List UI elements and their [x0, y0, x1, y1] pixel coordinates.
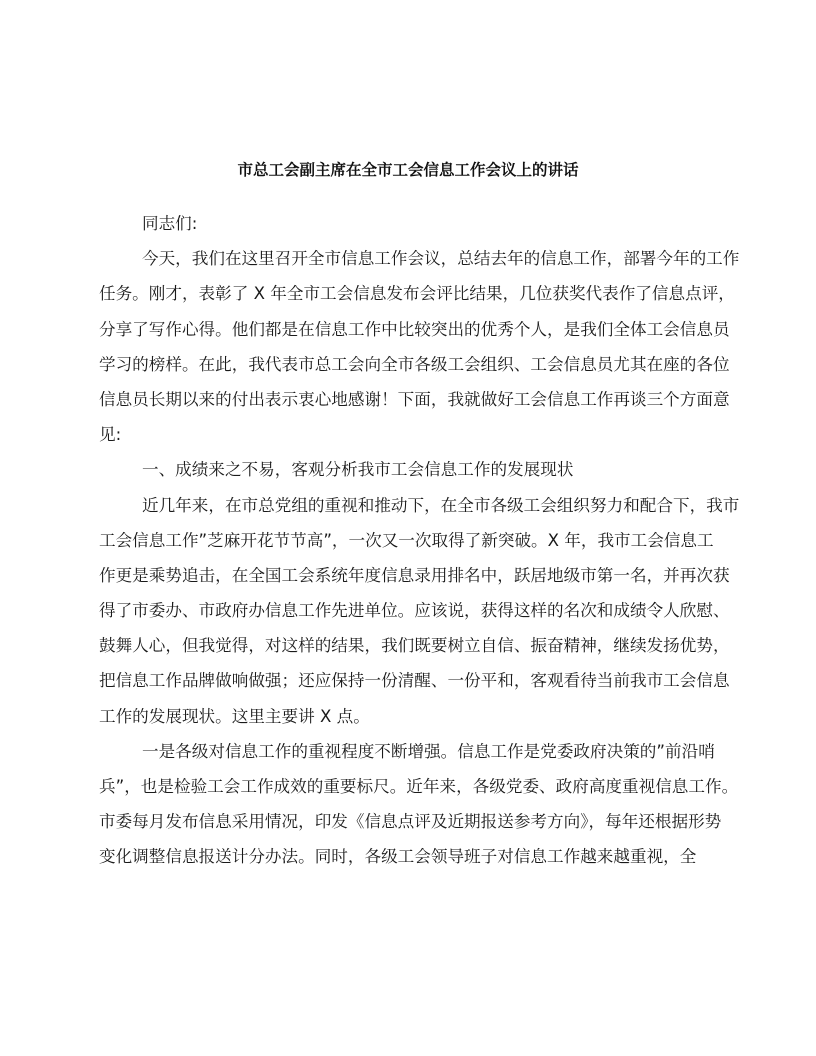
text-line: 一、成绩来之不易，客观分析我市工会信息工作的发展现状: [142, 460, 574, 480]
text-line: 市委每月发布信息采用情况，印发《信息点评及近期报送参考方向》，每年还根据形势: [99, 812, 722, 832]
text-line: 鼓舞人心，但我觉得，对这样的结果，我们既要树立自信、振奋精神，继续发扬优势，: [99, 636, 730, 656]
text-line: 作更是乘势追击，在全国工会系统年度信息录用排名中，跃居地级市第一名，并再次获: [99, 565, 730, 585]
text-line: 信息员长期以来的付出表示衷心地感谢！下面，我就做好工会信息工作再谈三个方面意: [99, 389, 730, 409]
text-line: 得了市委办、市政府办信息工作先进单位。应该说，获得这样的名次和成绩令人欣慰、: [99, 601, 730, 621]
text-line: 任务。刚才，表彰了 X 年全市工会信息发布会评比结果，几位获奖代表作了信息点评，: [99, 284, 735, 304]
paragraph-lines: [99, 241, 740, 874]
text-line: 今天，我们在这里召开全市信息工作会议，总结去年的信息工作，部署今年的工作: [142, 249, 740, 269]
document-body: [99, 206, 740, 875]
text-line: 工会信息工作”芝麻开花节节高”，一次又一次取得了新突破。X 年，我市工会信息工: [99, 530, 714, 550]
text-line: 一是各级对信息工作的重视程度不断增强。信息工作是党委政府决策的”前沿哨: [142, 741, 715, 761]
text-line: 分享了写作心得。他们都是在信息工作中比较突出的优秀个人，是我们全体工会信息员: [99, 319, 730, 339]
document-title: 市总工会副主席在全市工会信息工作会议上的讲话: [237, 161, 579, 179]
text-line: 把信息工作品牌做响做强；还应保持一份清醒、一份平和，客观看待当前我市工会信息: [99, 671, 730, 691]
salutation: 同志们:: [142, 214, 198, 233]
text-line: 兵”，也是检验工会工作成效的重要标尺。近年来，各级党委、政府高度重视信息工作。: [99, 777, 739, 796]
text-line: 近几年来，在市总党组的重视和推动下，在全市各级工会组织努力和配合下，我市: [142, 495, 740, 515]
text-line: 见:: [99, 425, 122, 445]
text-line: 工作的发展现状。这里主要讲 X 点。: [99, 706, 370, 726]
text-line: 学习的榜样。在此，我代表市总工会向全市各级工会组织、工会信息员尤其在座的各位: [99, 354, 730, 374]
text-line: 变化调整信息报送计分办法。同时，各级工会领导班子对信息工作越来越重视，全: [99, 847, 697, 867]
